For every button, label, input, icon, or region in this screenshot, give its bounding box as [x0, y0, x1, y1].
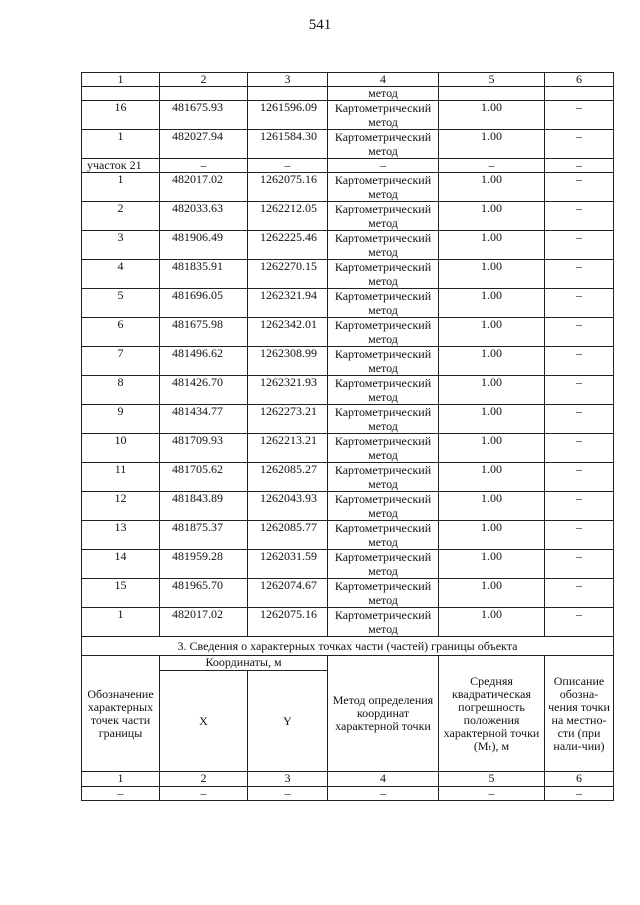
column-number: 3	[248, 772, 328, 787]
method-line: метод	[368, 448, 398, 462]
table-row	[82, 405, 614, 434]
table-row	[82, 376, 614, 405]
coord-y: 1261596.09	[248, 101, 328, 130]
method-cell: метод	[328, 87, 439, 101]
method-cell	[328, 463, 439, 492]
section-title: 3. Сведения о характерных точках части (частей) границы объекта	[82, 637, 614, 656]
method-cell: –	[328, 159, 439, 173]
accuracy: 1.00	[439, 376, 545, 405]
table-row	[82, 231, 614, 260]
method-cell	[328, 231, 439, 260]
coord-x: 482027.94	[160, 130, 248, 159]
method-line: метод	[368, 477, 398, 491]
coord-y: 1262225.46	[248, 231, 328, 260]
method-cell	[328, 550, 439, 579]
method-line: Картометрический	[334, 434, 432, 448]
accuracy: 1.00	[439, 173, 545, 202]
table-row	[82, 173, 614, 202]
empty-value: –	[82, 787, 160, 801]
accuracy: 1.00	[439, 405, 545, 434]
coord-y: 1262075.16	[248, 173, 328, 202]
method-line: Картометрический	[334, 130, 432, 144]
continued-row	[82, 87, 614, 101]
coord-y: 1262074.67	[248, 579, 328, 608]
coord-y: 1262270.15	[248, 260, 328, 289]
method-cell	[328, 579, 439, 608]
method-line: метод	[368, 245, 398, 259]
header-num: 1	[82, 73, 160, 87]
method-cell	[328, 347, 439, 376]
description: –	[545, 159, 614, 173]
coord-x: –	[160, 159, 248, 173]
coord-y: 1262213.21	[248, 434, 328, 463]
point-number: 11	[82, 463, 160, 492]
coord-y: 1262075.16	[248, 608, 328, 637]
method-line: метод	[368, 622, 398, 636]
description: –	[545, 318, 614, 347]
point-number: 10	[82, 434, 160, 463]
header-description: Описание обозна-чения точки на местно-сти (при нали-чии)	[545, 656, 614, 772]
accuracy: 1.00	[439, 289, 545, 318]
description: –	[545, 289, 614, 318]
plot-label: участок 21	[82, 159, 160, 173]
coord-x: 481496.62	[160, 347, 248, 376]
method-line: метод	[368, 419, 398, 433]
point-number: 1	[82, 173, 160, 202]
method-cell	[328, 101, 439, 130]
method-line: Картометрический	[334, 173, 432, 187]
method-cell	[328, 608, 439, 637]
accuracy: 1.00	[439, 231, 545, 260]
table-row	[82, 550, 614, 579]
method-line: Картометрический	[334, 579, 432, 593]
column-number: 1	[82, 772, 160, 787]
method-line: Картометрический	[334, 289, 432, 303]
header-accuracy: Средняя квадратическая погрешность положения характерной точки (Mₜ), м	[439, 656, 545, 772]
coord-x: 482017.02	[160, 608, 248, 637]
method-line: метод	[368, 564, 398, 578]
accuracy: 1.00	[439, 202, 545, 231]
coord-y: 1262273.21	[248, 405, 328, 434]
description: –	[545, 202, 614, 231]
description: –	[545, 130, 614, 159]
coord-y: 1262342.01	[248, 318, 328, 347]
method-line: метод	[368, 535, 398, 549]
section3-numbers-row	[82, 772, 614, 787]
table-row	[82, 492, 614, 521]
coord-x: 481959.28	[160, 550, 248, 579]
method-line: метод	[368, 303, 398, 317]
method-cell	[328, 434, 439, 463]
header-num: 2	[160, 73, 248, 87]
description: –	[545, 550, 614, 579]
method-cell	[328, 521, 439, 550]
coord-y: 1262212.05	[248, 202, 328, 231]
table-row	[82, 608, 614, 637]
method-line: метод	[368, 506, 398, 520]
method-cell	[328, 376, 439, 405]
point-number: 14	[82, 550, 160, 579]
description: –	[545, 376, 614, 405]
point-number: 2	[82, 202, 160, 231]
coord-y: 1262031.59	[248, 550, 328, 579]
coord-x: 481434.77	[160, 405, 248, 434]
description: –	[545, 260, 614, 289]
accuracy: 1.00	[439, 347, 545, 376]
method-cell	[328, 405, 439, 434]
column-number: 5	[439, 772, 545, 787]
method-line: Картометрический	[334, 231, 432, 245]
table-row	[82, 101, 614, 130]
description: –	[545, 173, 614, 202]
description: –	[545, 347, 614, 376]
method-line: метод	[368, 361, 398, 375]
coord-y: 1262085.27	[248, 463, 328, 492]
method-line: Картометрический	[334, 260, 432, 274]
point-number: 6	[82, 318, 160, 347]
accuracy: 1.00	[439, 550, 545, 579]
header-num: 4	[328, 73, 439, 87]
method-line: Картометрический	[334, 376, 432, 390]
section-title-row	[82, 637, 614, 656]
method-line: Картометрический	[334, 608, 432, 622]
section3-header-row	[82, 656, 614, 671]
accuracy: 1.00	[439, 101, 545, 130]
accuracy: 1.00	[439, 318, 545, 347]
column-number: 4	[328, 772, 439, 787]
accuracy: 1.00	[439, 260, 545, 289]
accuracy: 1.00	[439, 130, 545, 159]
table-row	[82, 521, 614, 550]
description: –	[545, 608, 614, 637]
column-number: 2	[160, 772, 248, 787]
header-num: 3	[248, 73, 328, 87]
table-row	[82, 463, 614, 492]
table-row	[82, 289, 614, 318]
method-line: Картометрический	[334, 405, 432, 419]
table-row	[82, 260, 614, 289]
method-line: Картометрический	[334, 550, 432, 564]
method-line: метод	[368, 274, 398, 288]
accuracy: –	[439, 159, 545, 173]
coord-y: 1262308.99	[248, 347, 328, 376]
point-number: 7	[82, 347, 160, 376]
empty-value: –	[545, 787, 614, 801]
coord-y: 1262043.93	[248, 492, 328, 521]
accuracy: 1.00	[439, 579, 545, 608]
header-num: 6	[545, 73, 614, 87]
plot-row	[82, 159, 614, 173]
coord-x: 481705.62	[160, 463, 248, 492]
point-number: 5	[82, 289, 160, 318]
method-line: метод	[368, 216, 398, 230]
point-number: 9	[82, 405, 160, 434]
coord-x: 481875.37	[160, 521, 248, 550]
method-line: метод	[368, 390, 398, 404]
accuracy: 1.00	[439, 463, 545, 492]
method-line: метод	[368, 593, 398, 607]
page-number: 541	[308, 17, 332, 33]
coord-y: 1262321.94	[248, 289, 328, 318]
point-number: 16	[82, 101, 160, 130]
coord-x: 481965.70	[160, 579, 248, 608]
header-numbers-row	[82, 73, 614, 87]
table-row	[82, 579, 614, 608]
coord-x: 482017.02	[160, 173, 248, 202]
header-x: X	[160, 671, 248, 772]
description: –	[545, 579, 614, 608]
description: –	[545, 521, 614, 550]
point-number: 4	[82, 260, 160, 289]
coord-y: 1261584.30	[248, 130, 328, 159]
accuracy: 1.00	[439, 608, 545, 637]
coord-y: 1262321.93	[248, 376, 328, 405]
method-cell	[328, 318, 439, 347]
accuracy: 1.00	[439, 521, 545, 550]
coord-x: 481426.70	[160, 376, 248, 405]
coord-y: –	[248, 159, 328, 173]
header-point-designation: Обозначение характерных точек части границы	[82, 656, 160, 772]
point-number: 15	[82, 579, 160, 608]
point-number: 1	[82, 608, 160, 637]
header-num: 5	[439, 73, 545, 87]
coord-x: 481675.98	[160, 318, 248, 347]
header-coordinates: Координаты, м	[160, 656, 328, 671]
header-method: Метод определения координат характерной точки	[328, 656, 439, 772]
table-row	[82, 130, 614, 159]
coord-y: 1262085.77	[248, 521, 328, 550]
method-line: Картометрический	[334, 521, 432, 535]
empty-value: –	[248, 787, 328, 801]
method-line: Картометрический	[334, 492, 432, 506]
column-number: 6	[545, 772, 614, 787]
empty-value: –	[328, 787, 439, 801]
table-row	[82, 434, 614, 463]
section3-empty-row	[82, 787, 614, 801]
method-cell	[328, 202, 439, 231]
point-number: 1	[82, 130, 160, 159]
method-cell	[328, 173, 439, 202]
method-cell	[328, 260, 439, 289]
header-y: Y	[248, 671, 328, 772]
method-line: метод	[368, 115, 398, 129]
coord-x: 481696.05	[160, 289, 248, 318]
method-line: Картометрический	[334, 202, 432, 216]
description: –	[545, 101, 614, 130]
empty-value: –	[439, 787, 545, 801]
coord-x: 481709.93	[160, 434, 248, 463]
description: –	[545, 463, 614, 492]
coord-x: 481675.93	[160, 101, 248, 130]
method-line: метод	[368, 187, 398, 201]
coord-x: 482033.63	[160, 202, 248, 231]
method-cell	[328, 492, 439, 521]
description: –	[545, 231, 614, 260]
method-line: Картометрический	[334, 347, 432, 361]
empty-value: –	[160, 787, 248, 801]
method-line: метод	[368, 332, 398, 346]
description: –	[545, 492, 614, 521]
point-number: 3	[82, 231, 160, 260]
point-number: 8	[82, 376, 160, 405]
point-number: 12	[82, 492, 160, 521]
coordinates-table	[81, 72, 614, 801]
table-row	[82, 347, 614, 376]
coord-x: 481906.49	[160, 231, 248, 260]
description: –	[545, 434, 614, 463]
method-cell	[328, 130, 439, 159]
method-line: метод	[368, 144, 398, 158]
point-number: 13	[82, 521, 160, 550]
method-line: Картометрический	[334, 318, 432, 332]
accuracy: 1.00	[439, 492, 545, 521]
method-line: Картометрический	[334, 463, 432, 477]
method-cell	[328, 289, 439, 318]
table-row	[82, 318, 614, 347]
table-row	[82, 202, 614, 231]
description: –	[545, 405, 614, 434]
coord-x: 481835.91	[160, 260, 248, 289]
method-line: Картометрический	[334, 101, 432, 115]
accuracy: 1.00	[439, 434, 545, 463]
coord-x: 481843.89	[160, 492, 248, 521]
